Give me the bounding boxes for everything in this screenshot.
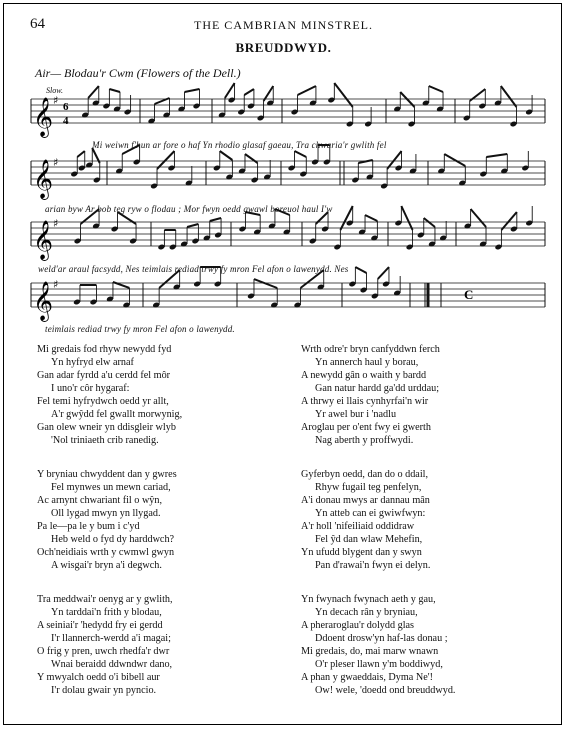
note-beam bbox=[245, 154, 258, 163]
note-beam bbox=[340, 206, 352, 230]
stanza-5 bbox=[301, 468, 546, 572]
verse-line: Fel ŷd dan wlaw Mehefin, bbox=[315, 534, 423, 545]
verse-line: Aroglau per o'ent fwy ei gwerth bbox=[301, 422, 431, 433]
note-beam bbox=[210, 218, 221, 221]
verse-line: Yn annerch haul y borau, bbox=[315, 357, 419, 368]
note-beam bbox=[486, 154, 507, 157]
note-beam bbox=[225, 83, 235, 98]
verse-line: Nag aberth y proffwydi. bbox=[315, 435, 414, 446]
verse-line: Tra meddwai'r oenyg ar y gwlith, bbox=[37, 594, 173, 605]
verse-line: Yn tarddai'n frith y blodau, bbox=[51, 607, 162, 618]
note-beam bbox=[109, 89, 120, 92]
verse-line: Mi gredais fod rhyw newydd fyd bbox=[37, 344, 172, 355]
note-beam bbox=[77, 151, 85, 157]
verse-line: Gyferbyn oedd, dan do o ddail, bbox=[301, 469, 429, 480]
treble-clef-icon: 𝄞 bbox=[33, 97, 54, 137]
verse-line: Yn fwynach fwynach aeth y gau, bbox=[301, 594, 436, 605]
verse-line: A newydd gân o waith y bardd bbox=[301, 370, 427, 381]
lyric-line-3: weld'ar araul facsydd, Nes teimlais rediad trwy fy mron Fel afon o lawenydd. Nes bbox=[38, 264, 349, 274]
stanza-4 bbox=[301, 343, 546, 447]
note-beam bbox=[401, 206, 412, 230]
sharp-sign: ♯ bbox=[53, 94, 59, 107]
verse-line: 'Nol triniaeth crib ranedig. bbox=[51, 435, 159, 446]
stanza-1 bbox=[37, 343, 282, 447]
verse-line: Och'neidiais wrth y cwmwl gwyn bbox=[37, 547, 175, 558]
stanza-2 bbox=[37, 468, 282, 572]
verse-line: A'r holl 'nifeiliaid oddidraw bbox=[301, 521, 415, 532]
note-beam bbox=[471, 209, 486, 227]
time-signature-c: C bbox=[464, 287, 474, 302]
note-beam bbox=[187, 224, 198, 227]
music-score bbox=[0, 0, 567, 340]
verse-line: I uno'r côr hygaraf: bbox=[51, 383, 130, 394]
treble-clef-icon: 𝄞 bbox=[33, 281, 54, 321]
note-beam bbox=[424, 218, 435, 227]
note-beam bbox=[334, 83, 352, 107]
verse-line: Heb weld o fyd dy harddwch? bbox=[51, 534, 175, 545]
verse-line: Pan d'rawai'n fwyn ei delyn. bbox=[315, 560, 431, 571]
note-beam bbox=[378, 267, 389, 279]
lyric-line-1: Mi weiwn f'hun ar fore o haf Yn rhodio glasaf gaeau, Tra chwaria'r gwlith fel bbox=[92, 140, 387, 150]
note-beam bbox=[358, 160, 372, 163]
verse-line: I'r dolau gwair yn pyncio. bbox=[51, 685, 157, 696]
verse-line: Wnai beraidd ddwndwr dano, bbox=[51, 659, 173, 670]
verse-line: Mi gredais, do, mai marw wnawn bbox=[301, 646, 439, 657]
verse-line: Gan natur hardd ga'dd urddau; bbox=[315, 383, 440, 394]
sharp-sign: ♯ bbox=[53, 217, 59, 230]
time-signature-bottom: 4 bbox=[63, 115, 69, 127]
verse-line: O frig y pren, uwch rhedfa'r dwr bbox=[37, 646, 170, 657]
verse-line: Yr awel bur i 'nadlu bbox=[315, 409, 397, 420]
lyric-line-2: arian byw Ar bob teg ryw o flodau ; Mor fwyn oedd gwawl boreuol haul I'w bbox=[45, 204, 333, 214]
sharp-sign: ♯ bbox=[53, 156, 59, 169]
note-beam bbox=[220, 151, 233, 160]
poem-column-left bbox=[37, 343, 282, 718]
verse-line: Pa le—pa le y bum i c'yd bbox=[37, 521, 140, 532]
song-title: BREUDDWYD. bbox=[235, 40, 332, 55]
verse-line: Ddoent drosw'yn haf-las donau ; bbox=[315, 633, 448, 644]
verse-line: Oll lygad mwyn yn llygad. bbox=[51, 508, 161, 519]
note-beam bbox=[254, 279, 277, 288]
verse-line: Gan olew wneir yn ddisgleir wlyb bbox=[37, 422, 176, 433]
lyric-line-4: teimlais rediad trwy fy mron Fel afon o lawenydd. bbox=[45, 324, 235, 334]
verse-line: A'i donau mwys ar dannau mân bbox=[301, 495, 430, 506]
verse-line: I'r llannerch-werdd a'i magai; bbox=[51, 633, 171, 644]
air-name: Air— Blodau'r Cwm (Flowers of the Dell.) bbox=[35, 66, 241, 80]
stanza-6 bbox=[301, 593, 546, 697]
note-beam bbox=[185, 89, 200, 92]
note-beam bbox=[88, 86, 99, 98]
time-signature-top: 6 bbox=[63, 101, 69, 113]
verse-line: Yn atteb can ei gwiwfwyn: bbox=[315, 508, 426, 519]
note-beam bbox=[501, 86, 517, 107]
verse-line: Y bryniau chwyddent dan y gwres bbox=[37, 469, 177, 480]
stanza-3 bbox=[37, 593, 282, 697]
verse-line: Rhyw fugail teg penfelyn, bbox=[315, 482, 422, 493]
verse-line: A'r gwŷdd fel gwallt morwynig, bbox=[51, 409, 183, 420]
verse-line: A wisgai'r bryn a'i degwch. bbox=[51, 560, 162, 571]
verse-line: Fel mynwes un mewn cariad, bbox=[51, 482, 171, 493]
note-beam bbox=[295, 151, 307, 157]
sharp-sign: ♯ bbox=[53, 278, 59, 291]
verse-line: Wrth odre'r bryn canfyddwn ferch bbox=[301, 344, 440, 355]
verse-line: O'r pleser llawn y'm boddiwyd, bbox=[315, 659, 443, 670]
note-beam bbox=[298, 86, 316, 95]
note-beam bbox=[429, 86, 443, 92]
note-beam bbox=[244, 89, 254, 95]
treble-clef-icon: 𝄞 bbox=[33, 220, 54, 260]
verse-line: A phan y gwaeddais, Dyma Ne'! bbox=[301, 672, 433, 683]
note-beam bbox=[355, 267, 366, 273]
verse-line: A seiniai'r 'hedydd fry ei gerdd bbox=[37, 620, 163, 631]
running-title: THE CAMBRIAN MINSTREL. bbox=[193, 18, 373, 32]
page-number: 64 bbox=[30, 16, 45, 32]
verse-line: Gan adar fyrdd a'u cerdd fel môr bbox=[37, 370, 171, 381]
verse-line: Ow! wele, 'doedd ond breuddwyd. bbox=[315, 685, 456, 696]
note-beam bbox=[444, 154, 465, 166]
verse-line: Fel temi hyfrydwch oedd yr allt, bbox=[37, 396, 169, 407]
verse-line: A thrwy ei llais cynhyrfai'n wir bbox=[301, 396, 429, 407]
note-beam bbox=[365, 215, 377, 221]
treble-clef-icon: 𝄞 bbox=[33, 159, 54, 199]
verse-line: Yn decach rân y bryniau, bbox=[315, 607, 418, 618]
tempo-marking: Slow. bbox=[46, 86, 63, 95]
verse-line: Ac arnynt chwariant fil o wŷn, bbox=[37, 495, 163, 506]
verse-line: Yn hyfryd elw arnaf bbox=[51, 357, 134, 368]
verse-line: A pheraroglau'r dolydd glas bbox=[301, 620, 415, 631]
verse-line: Yn ufudd blygent dan y swyn bbox=[301, 547, 422, 558]
verse-line: Y mwyalch oedd o'i bibell aur bbox=[37, 672, 160, 683]
poem-column-right bbox=[301, 343, 546, 718]
